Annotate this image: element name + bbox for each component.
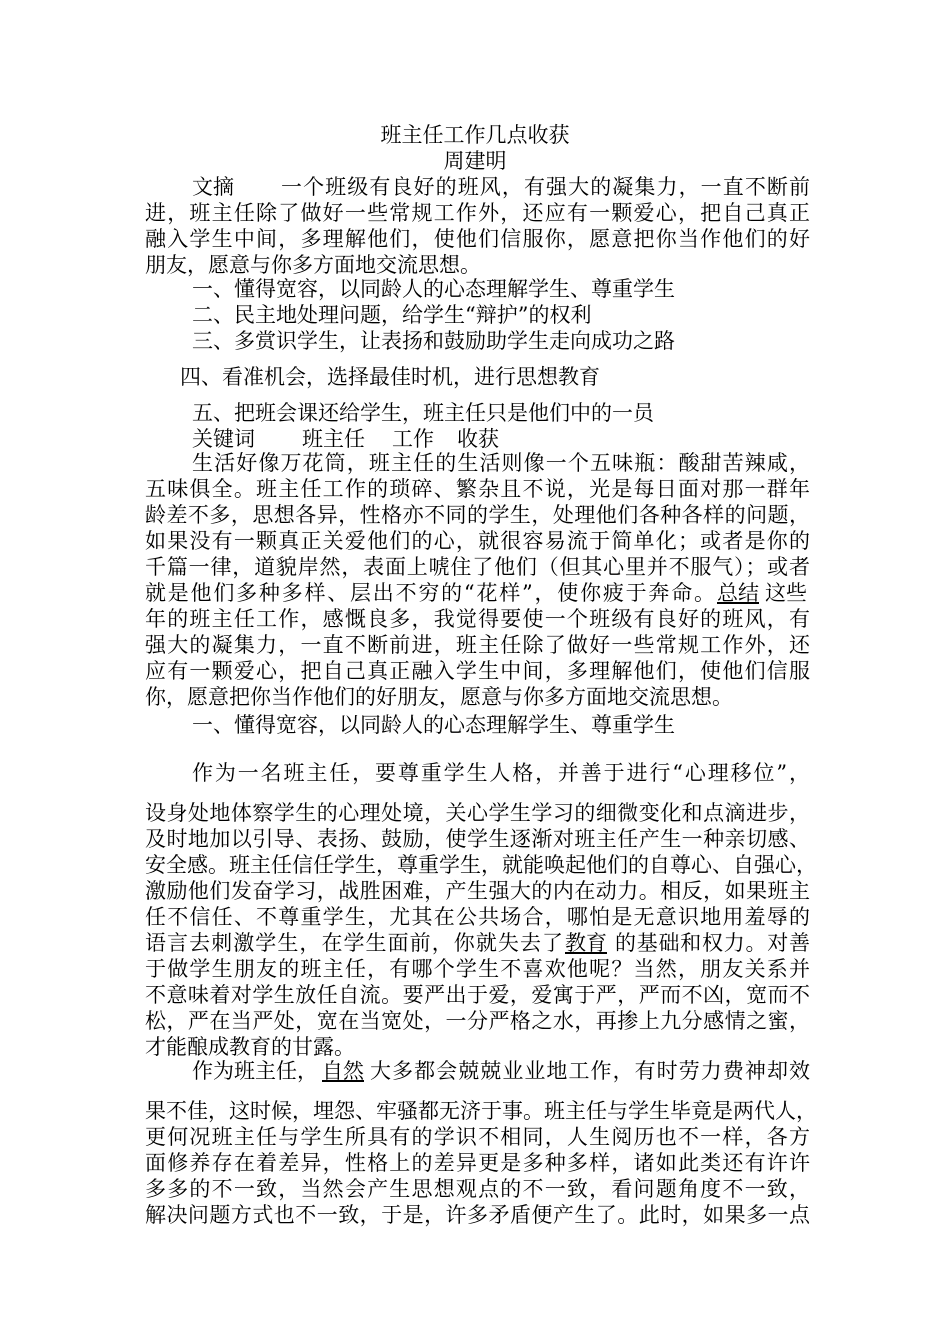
education-link[interactable]: 教育	[565, 931, 607, 955]
paragraph-line: 任不信任、不尊重学生，尤其在公共场合，哪怕是无意识地用羞辱的	[145, 905, 810, 929]
document-author: 周建明	[443, 149, 507, 173]
abstract-line: 融入学生中间，多理解他们，使他们信服你，愿意把你当作他们的好	[145, 227, 810, 251]
paragraph-line: 这些	[765, 581, 807, 605]
paragraph-line: 解决问题方式也不一致，于是，许多矛盾便产生了。此时，如果多一点	[145, 1203, 810, 1227]
outline-item: 三、多赏识学生，让表扬和鼓励助学生走向成功之路	[192, 329, 675, 353]
abstract-line: 进，班主任除了做好一些常规工作外，还应有一颗爱心，把自己真正	[145, 201, 810, 225]
document-title: 班主任工作几点收获	[380, 123, 570, 147]
naturally-link[interactable]: 自然	[322, 1059, 364, 1083]
paragraph-line: 安全感。班主任信任学生，尊重学生，就能唤起他们的自尊心、自强心，	[145, 853, 817, 877]
abstract-line: 一个班级有良好的班风，有强大的凝集力，一直不断前	[281, 175, 810, 199]
paragraph-line: 如果没有一颗真正关爱他们的心，就很容易流于简单化；或者是你的	[145, 529, 810, 553]
keywords-label: 关键词	[192, 427, 255, 451]
paragraph-line: 千篇一律，道貌岸然，表面上唬住了他们（但其心里并不服气）；或者	[145, 555, 810, 579]
paragraph-line: 作为一名班主任，要尊重学生人格，并善于进行“心理移位”，	[192, 761, 810, 785]
paragraph-line: 的基础和权力。对善	[615, 931, 810, 955]
paragraph-line: 果不佳，这时候，埋怨、牢骚都无济于事。班主任与学生毕竟是两代人，	[145, 1099, 817, 1123]
paragraph-line: 设身处地体察学生的心理处境，关心学生学习的细微变化和点滴进步，	[145, 801, 810, 825]
paragraph-line: 龄差不多，思想各异，性格亦不同的学生，处理他们各种各样的问题，	[145, 503, 810, 527]
keyword: 班主任	[302, 427, 365, 451]
paragraph-line: 激励他们发奋学习，战胜困难，产生强大的内在动力。相反，如果班主	[145, 879, 810, 903]
abstract-label: 文摘	[192, 175, 234, 199]
paragraph-line: 语言去刺激学生，在学生面前，你就失去了	[145, 931, 563, 955]
section-heading: 一、懂得宽容，以同龄人的心态理解学生、尊重学生	[192, 713, 675, 737]
paragraph-line: 五味俱全。班主任工作的琐碎、繁杂且不说，光是每日面对那一群年	[145, 477, 810, 501]
keyword: 收获	[457, 427, 499, 451]
paragraph-line: 于做学生朋友的班主任，有哪个学生不喜欢他呢？当然，朋友关系并	[145, 957, 810, 981]
paragraph-line: 更何况班主任与学生所具有的学识不相同，人生阅历也不一样，各方	[145, 1125, 810, 1149]
paragraph-line: 就是他们多种多样、层出不穷的“花样”，使你疲于奔命。	[145, 581, 715, 605]
summary-link[interactable]: 总结	[717, 581, 759, 605]
paragraph-line: 大多都会兢兢业业地工作，有时劳力费神却效	[370, 1059, 810, 1083]
paragraph-line: 应有一颗爱心，把自己真正融入学生中间，多理解他们，使他们信服	[145, 659, 810, 683]
outline-item: 四、看准机会，选择最佳时机，进行思想教育	[180, 365, 600, 389]
paragraph-line: 生活好像万花筒，班主任的生活则像一个五味瓶：酸甜苦辣咸，	[192, 451, 810, 475]
paragraph-line: 作为班主任，	[192, 1059, 318, 1083]
keyword: 工作	[392, 427, 434, 451]
paragraph-line: 强大的凝集力，一直不断前进，班主任除了做好一些常规工作外，还	[145, 633, 810, 657]
outline-item: 五、把班会课还给学生，班主任只是他们中的一员	[192, 401, 654, 425]
outline-item: 二、民主地处理问题，给学生“辩护”的权利	[192, 303, 592, 327]
paragraph-line: 及时地加以引导、表扬、鼓励，使学生逐渐对班主任产生一种亲切感、	[145, 827, 810, 851]
abstract-line: 朋友，愿意与你多方面地交流思想。	[145, 253, 481, 277]
paragraph-line: 才能酿成教育的甘露。	[145, 1035, 355, 1059]
paragraph-line: 松，严在当严处，宽在当宽处，一分严格之水，再掺上九分感情之蜜，	[145, 1009, 810, 1033]
paragraph-line: 多多的不一致，当然会产生思想观点的不一致，看问题角度不一致，	[145, 1177, 810, 1201]
paragraph-line: 年的班主任工作，感慨良多，我觉得要使一个班级有良好的班风，有	[145, 607, 810, 631]
paragraph-line: 面修养存在着差异，性格上的差异更是多种多样，诸如此类还有许许	[145, 1151, 810, 1175]
outline-item: 一、懂得宽容，以同龄人的心态理解学生、尊重学生	[192, 277, 675, 301]
paragraph-line: 不意味着对学生放任自流。要严出于爱，爱寓于严，严而不凶，宽而不	[145, 983, 810, 1007]
paragraph-line: 你，愿意把你当作他们的好朋友，愿意与你多方面地交流思想。	[145, 685, 733, 709]
